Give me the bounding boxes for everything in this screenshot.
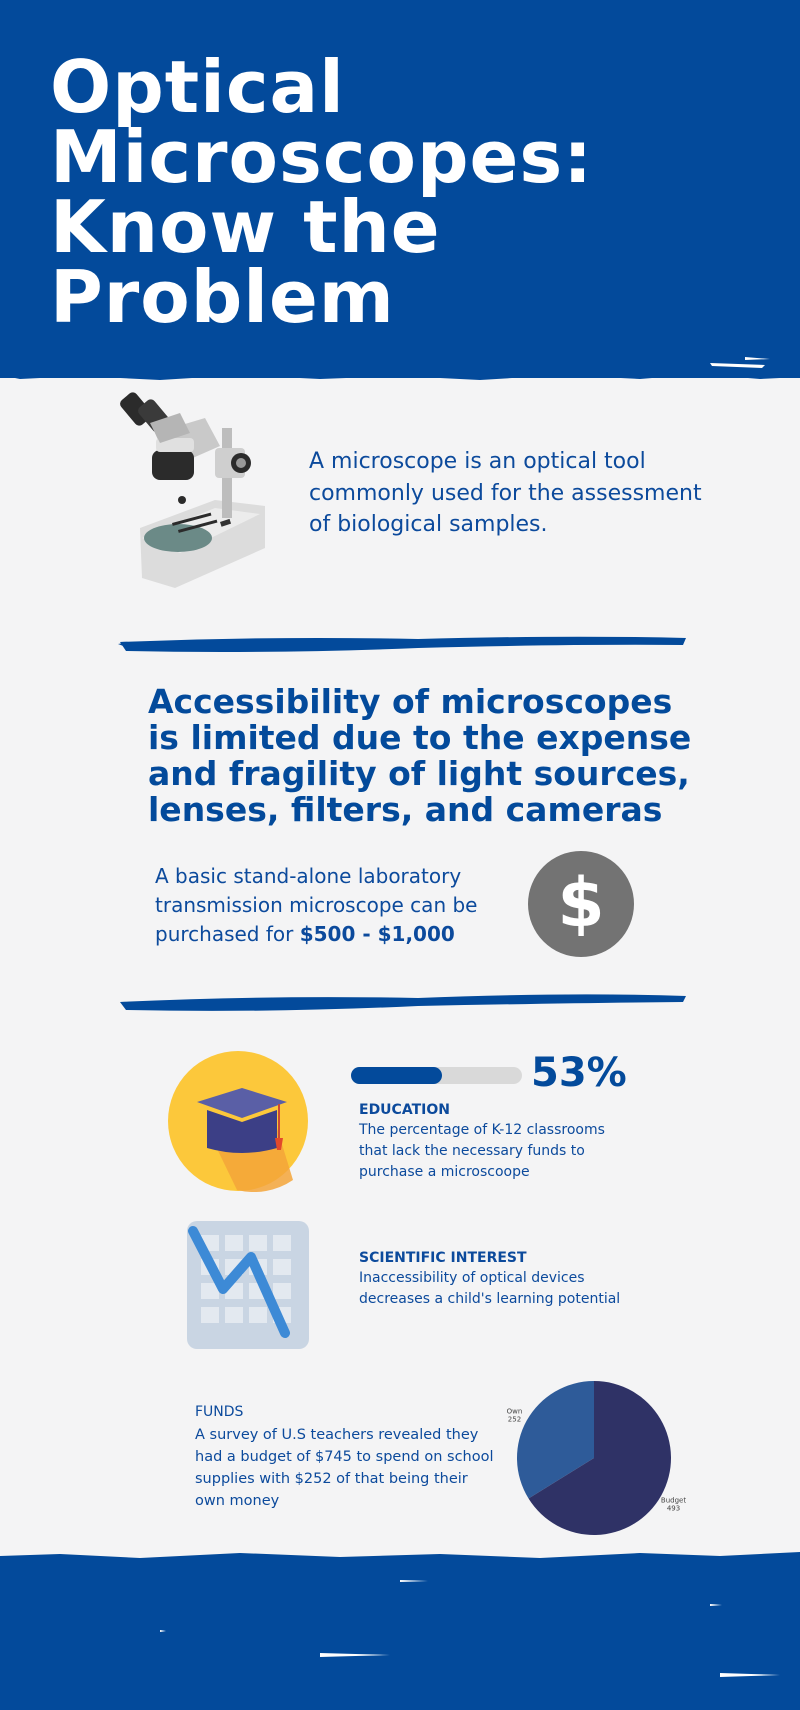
declining-chart-icon: [187, 1221, 309, 1349]
intro-text: A microscope is an optical tool commonly used for the assessment of biological samples.: [309, 449, 702, 537]
microscope-icon: [120, 388, 280, 613]
education-title: EDUCATION: [359, 1102, 450, 1118]
pie-label-own: Own: [506, 1407, 523, 1416]
title-line: Microscopes:: [50, 115, 593, 199]
dollar-icon: $: [528, 851, 634, 957]
title-line: Know the Problem: [50, 185, 441, 339]
funds-title: FUNDS: [195, 1404, 244, 1420]
scientific-interest-description: Inaccessibility of optical devices decreases a child's learning potential: [359, 1270, 621, 1307]
footer-brush-marks: [0, 1560, 800, 1710]
brush-divider: [118, 632, 688, 658]
scientific-interest-title: SCIENTIFIC INTEREST: [359, 1250, 527, 1266]
funds-description: A survey of U.S teachers revealed they had a budget of $745 to spend on school supplies with $252 of that being their own money: [195, 1427, 494, 1509]
title-line: Optical: [50, 45, 345, 129]
price-text: [155, 862, 535, 949]
graduation-cap-icon: [167, 1050, 309, 1192]
education-percent: 53%: [531, 1050, 627, 1096]
education-progress-fill: [351, 1067, 442, 1084]
price-range: $500 - $1,000: [299, 922, 455, 946]
page-title: [50, 45, 790, 339]
accessibility-heading: Accessibility of microscopes is limited due to the expense and fragility of light sources, lenses, filters, and cameras: [148, 682, 692, 829]
education-description: The percentage of K-12 classrooms that lack the necessary funds to purchase a microscoope: [359, 1122, 605, 1180]
brush-divider: [118, 990, 688, 1016]
pie-value-budget: 493: [666, 1504, 681, 1513]
price-text-prefix: A basic stand-alone laboratory transmission microscope can be purchased for: [155, 864, 478, 946]
pie-value-own: 252: [507, 1415, 522, 1424]
pie-label-budget: Budget: [660, 1496, 687, 1505]
funds-pie-chart: [500, 1370, 700, 1540]
